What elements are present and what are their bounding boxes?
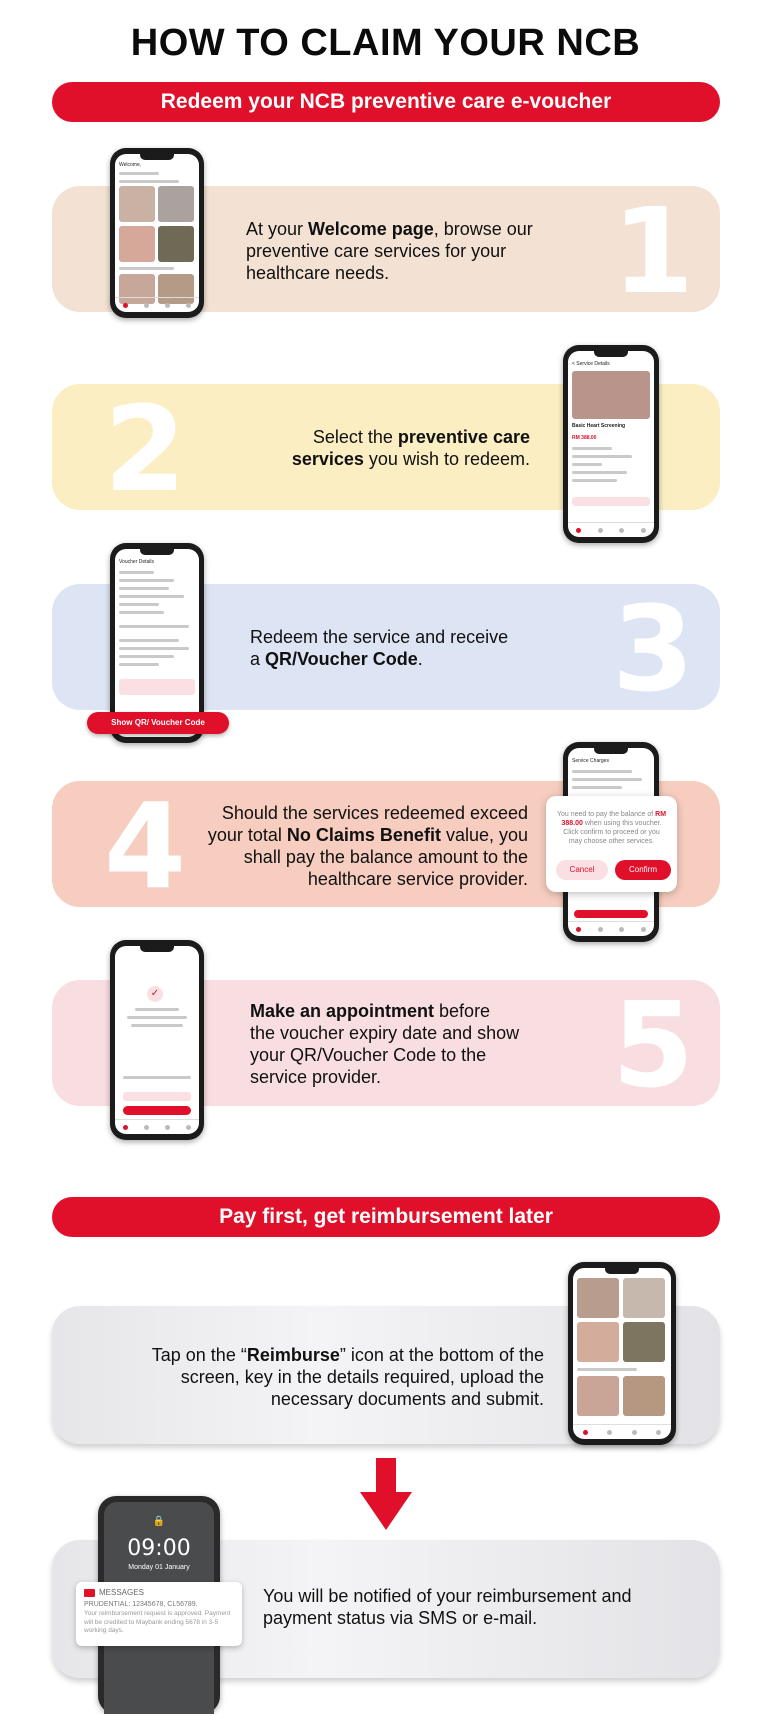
- balance-dialog: [546, 796, 677, 892]
- lock-date: Monday 01 January: [128, 1564, 190, 1571]
- step-1-text: At your Welcome page, browse our preventive care services for your healthcare needs.: [246, 219, 533, 283]
- section-heading-redeem: Redeem your NCB preventive care e-voucher: [52, 82, 720, 122]
- phone-reimburse-screen: [568, 1262, 676, 1445]
- phone-welcome-screen: [110, 148, 204, 318]
- phone-service-details: [563, 345, 659, 543]
- welcome-label: Welcome,: [119, 162, 142, 168]
- sms-line-1: PRUDENTIAL: 12345678, CL56789.: [84, 1601, 198, 1608]
- cancel-button[interactable]: Cancel: [556, 860, 608, 880]
- step-4-text: Should the services redeemed exceed your total No Claims Benefit value, you shall pay the balance amount to the healthcare service provider.: [207, 803, 528, 889]
- step-2-text: Select the preventive care services you wish to redeem.: [291, 427, 530, 469]
- sms-line-2: Your reimbursement request is approved. Payment will be credited to Maybank ending 5678 in 3-5 working days.: [84, 1610, 231, 1634]
- step-3-text: Redeem the service and receive a QR/Voucher Code.: [250, 627, 509, 669]
- show-qr-voucher-button[interactable]: Show QR/ Voucher Code: [87, 712, 229, 734]
- notification-text: You will be notified of your reimbursement and payment status via SMS or e-mail.: [263, 1586, 632, 1628]
- sms-notification: [76, 1582, 242, 1646]
- section-heading-reimburse: Pay first, get reimbursement later: [52, 1197, 720, 1237]
- step-5-text: Make an appointment before the voucher expiry date and show your QR/Voucher Code to the service provider.: [250, 1001, 520, 1087]
- service-details-header: < Service Details: [572, 361, 610, 367]
- dialog-message: You need to pay the balance of RM 388.00 when using this voucher. Click confirm to proceed or you may choose other services.: [556, 811, 667, 845]
- check-icon: ✓: [147, 986, 163, 1002]
- sms-app-name: MESSAGES: [99, 1588, 144, 1597]
- message-icon: [84, 1589, 95, 1597]
- step-2-number: 2: [104, 380, 187, 518]
- step-3-number: 3: [612, 580, 695, 718]
- reimburse-text: Tap on the “Reimburse” icon at the bottom of the screen, key in the details required, upload the necessary documents and submit.: [151, 1345, 544, 1409]
- service-charges-header: Service Charges: [572, 758, 609, 764]
- down-arrow-icon: [360, 1458, 412, 1530]
- lock-time: 09:00: [127, 1536, 191, 1561]
- basic-heart-label: Basic Heart Screening: [572, 423, 626, 429]
- step-1-number: 1: [612, 182, 695, 320]
- phone-appointment-confirmation: [110, 940, 204, 1140]
- step-4-number: 4: [104, 777, 187, 915]
- service-price: RM 388.00: [572, 435, 597, 441]
- lock-icon: 🔒: [152, 1516, 166, 1527]
- voucher-details-header: Voucher Details: [119, 559, 155, 565]
- page-title: HOW TO CLAIM YOUR NCB: [130, 22, 641, 64]
- step-5-number: 5: [612, 976, 695, 1114]
- confirm-button[interactable]: Confirm: [615, 860, 671, 880]
